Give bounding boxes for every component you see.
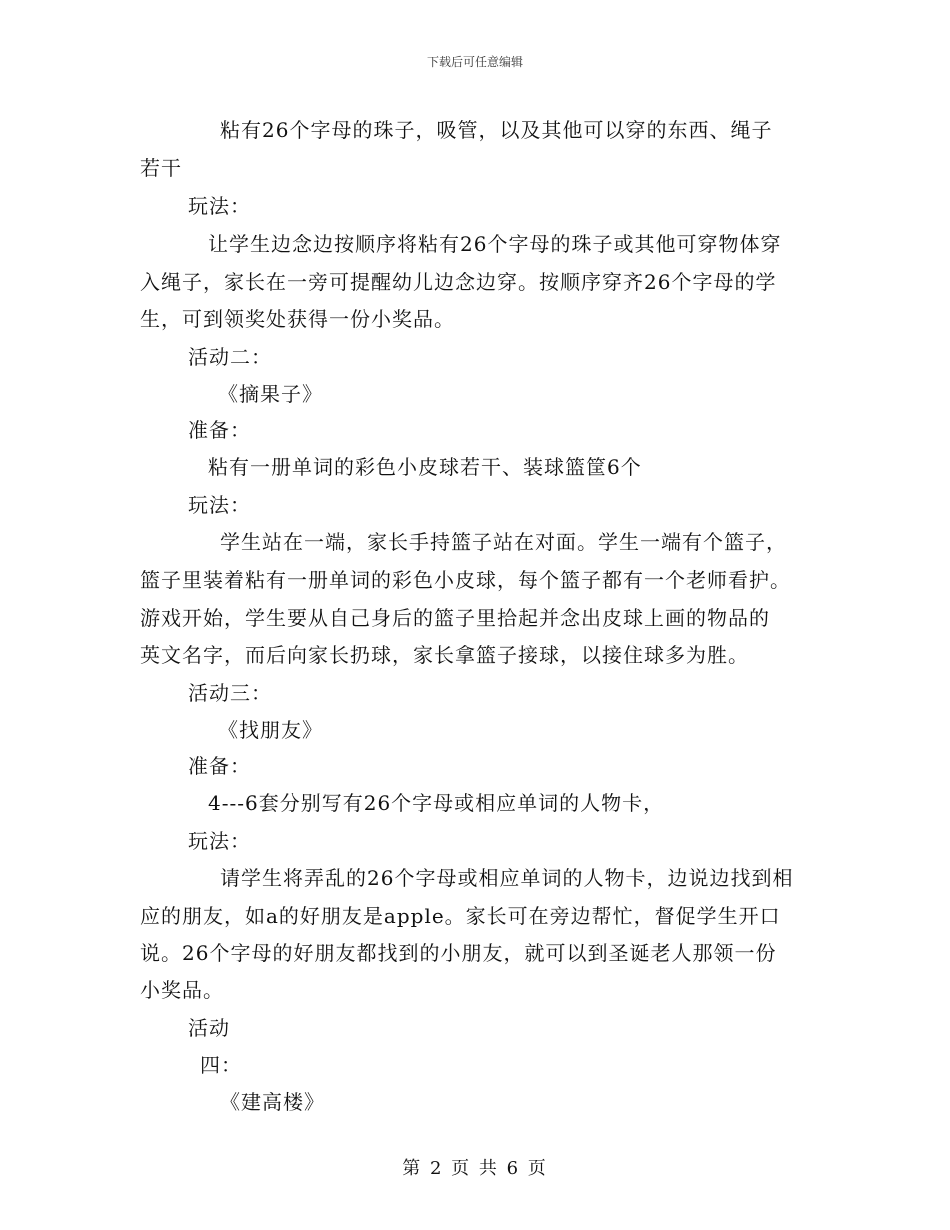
text-line: 生，可到领奖处获得一份小奖品。 bbox=[140, 307, 455, 331]
text-line: 玩法： bbox=[188, 493, 251, 517]
text-line: 4---6套分别写有26个字母或相应单词的人物卡， bbox=[208, 791, 665, 815]
text-line: 篮子里装着粘有一册单词的彩色小皮球，每个篮子都有一个老师看护。 bbox=[140, 568, 791, 592]
text-line: 粘有一册单词的彩色小皮球若干、装球篮筐6个 bbox=[208, 455, 642, 479]
text-line: 若干 bbox=[140, 156, 182, 180]
text-line: 《摘果子》 bbox=[218, 382, 323, 406]
text-line: 玩法： bbox=[188, 829, 251, 853]
text-line: 《建高楼》 bbox=[220, 1090, 325, 1114]
text-line: 四： bbox=[200, 1053, 242, 1077]
text-line: 请学生将弄乱的26个字母或相应单词的人物卡，边说边找到相 bbox=[220, 866, 794, 890]
text-line: 准备： bbox=[188, 754, 251, 778]
text-line: 学生站在一端，家长手持篮子站在对面。学生一端有个篮子， bbox=[220, 530, 787, 554]
text-line: 英文名字，而后向家长扔球，家长拿篮子接球，以接住球多为胜。 bbox=[140, 643, 749, 667]
text-line: 活动二： bbox=[188, 345, 272, 369]
text-line: 活动三： bbox=[188, 681, 272, 705]
page-number-footer: 第 2 页 共 6 页 bbox=[402, 1158, 548, 1179]
text-line: 活动 bbox=[188, 1016, 230, 1040]
text-line: 入绳子，家长在一旁可提醒幼儿边念边穿。按顺序穿齐26个字母的学 bbox=[140, 270, 777, 294]
text-line: 玩法： bbox=[188, 194, 251, 218]
text-line: 小奖品。 bbox=[140, 978, 224, 1002]
text-line: 游戏开始，学生要从自己身后的篮子里拾起并念出皮球上画的物品的 bbox=[140, 606, 770, 630]
text-line: 说。26个字母的好朋友都找到的小朋友，就可以到圣诞老人那领一份 bbox=[140, 941, 777, 965]
text-line: 《找朋友》 bbox=[218, 718, 323, 742]
text-line: 准备： bbox=[188, 418, 251, 442]
text-line: 让学生边念边按顺序将粘有26个字母的珠子或其他可穿物体穿 bbox=[208, 232, 782, 256]
text-line: 粘有26个字母的珠子，吸管，以及其他可以穿的东西、绳子 bbox=[220, 118, 773, 142]
page-header: 下载后可任意编辑 bbox=[426, 55, 523, 69]
text-line: 应的朋友，如a的好朋友是apple。家长可在旁边帮忙，督促学生开口 bbox=[140, 904, 781, 928]
